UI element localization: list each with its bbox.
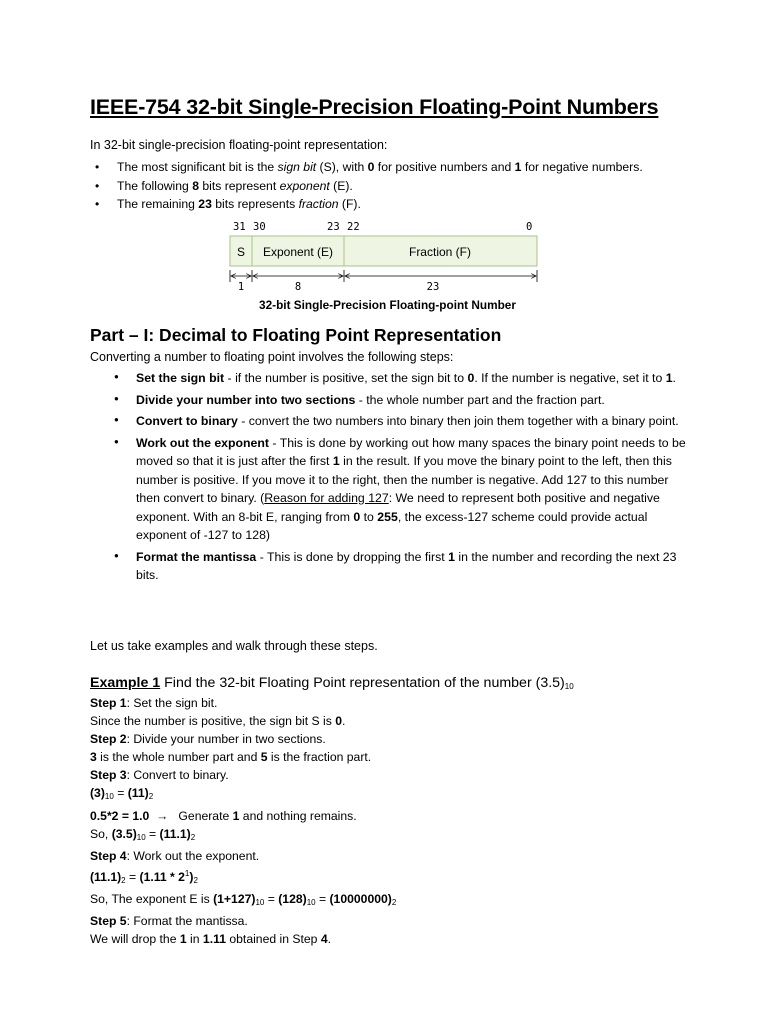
list-item: Step 2: Divide your number in two sections. [90, 732, 326, 747]
bit-31-label: 31 [233, 221, 246, 233]
list-item: ● Work out the exponent - This is done by working out how many spaces the binary point needs to be moved so that it is just after the first 1 in the result. If you move the binary point to the left, then this number is positive. If you move it to the right, then the number is negative. Add 127 to this number then convert to binary. (Reason for adding 127: We need to represent both positive and negative exponent. With an 8-bit E, ranging from 0 to 255, the excess-127 scheme could provide actual exponent of -127 to 128) [90, 434, 690, 545]
list-item: ● Format the mantissa - This is done by dropping the first 1 in the number and recording the next 23 bits. [90, 548, 690, 585]
list-item: ● Set the sign bit - if the number is positive, set the sign bit to 0. If the number is negative, set it to 1. [90, 369, 690, 388]
section-heading: Part – I: Decimal to Floating Point Representation [90, 325, 502, 345]
example-title: Example 1 Find the 32-bit Floating Point representation of the number $(3.5)_{10}$ [90, 675, 574, 691]
list-item: ● Divide your number into two sections - the whole number part and the fraction part. [90, 391, 690, 410]
list-item: ● Convert to binary - convert the two numbers into binary then join them together with a binary point. [90, 412, 690, 431]
bit-layout-diagram [225, 218, 550, 318]
section-intro: Converting a number to floating point involves the following steps: [90, 350, 454, 364]
list-item: $(11.1)_2 = (1.11 * 2^1)_2$ [90, 868, 198, 885]
list-item: Step 1: Set the sign bit. [90, 696, 218, 710]
intro-text: In 32-bit single-precision floating-point representation: [90, 138, 388, 152]
list-item: • The most significant bit is the sign bit (S), with 0 for positive numbers and 1 for negative numbers. [90, 158, 710, 177]
list-item: 3 is the whole number part and 5 is the fraction part. [90, 750, 372, 765]
exponent-width-label: 8 [294, 281, 302, 293]
walkthrough-text: Let us take examples and walk through these steps. [90, 639, 378, 653]
bit-0-label: 0 [526, 221, 533, 233]
list-item: Step 4: Work out the exponent. [90, 848, 260, 863]
example-steps [90, 694, 396, 948]
fraction-field-label: Fraction (F) [408, 245, 472, 259]
steps-list [90, 369, 690, 588]
list-item: Since the number is positive, the sign bit S is 0. [90, 714, 346, 729]
diagram-caption: 32-bit Single-Precision Floating-point Number [259, 298, 516, 312]
bit-30-label: 30 [253, 221, 266, 233]
page-title: IEEE-754 32-bit Single-Precision Floating-Point Numbers [90, 95, 659, 119]
list-item: So, $(3.5)_{10} = (11.1)_2$ [90, 826, 196, 842]
list-item: • The following 8 bits represent exponent (E). [90, 177, 710, 196]
list-item: So, The exponent E is $(1+127)_{10} = (128)_{10} = (10000000)_2$ [90, 891, 397, 907]
bit-layout-list [90, 158, 710, 214]
list-item: We will drop the 1 in 1.11 obtained in Step 4. [90, 932, 332, 947]
exponent-field-label: Exponent (E) [262, 245, 334, 259]
reason-link[interactable]: Reason for adding 127 [264, 491, 389, 505]
list-item: $(3)_{10} = (11)_2$ [90, 786, 154, 802]
bit-layout-graphic [225, 218, 550, 298]
bit-22-label: 22 [347, 221, 360, 233]
sign-width-label: 1 [237, 281, 245, 293]
bit-23-label: 23 [327, 221, 340, 233]
list-item: • The remaining 23 bits represents fraction (F). [90, 195, 710, 214]
list-item: Step 3: Convert to binary. [90, 768, 229, 783]
list-item: Step 5: Format the mantissa. [90, 914, 248, 929]
sign-field-label: S [236, 245, 246, 259]
list-item: 0.5*2 = 1.0 → Generate 1 and nothing remains. [90, 808, 357, 823]
fraction-width-label: 23 [426, 281, 440, 293]
example-label: Example 1 [90, 675, 161, 691]
